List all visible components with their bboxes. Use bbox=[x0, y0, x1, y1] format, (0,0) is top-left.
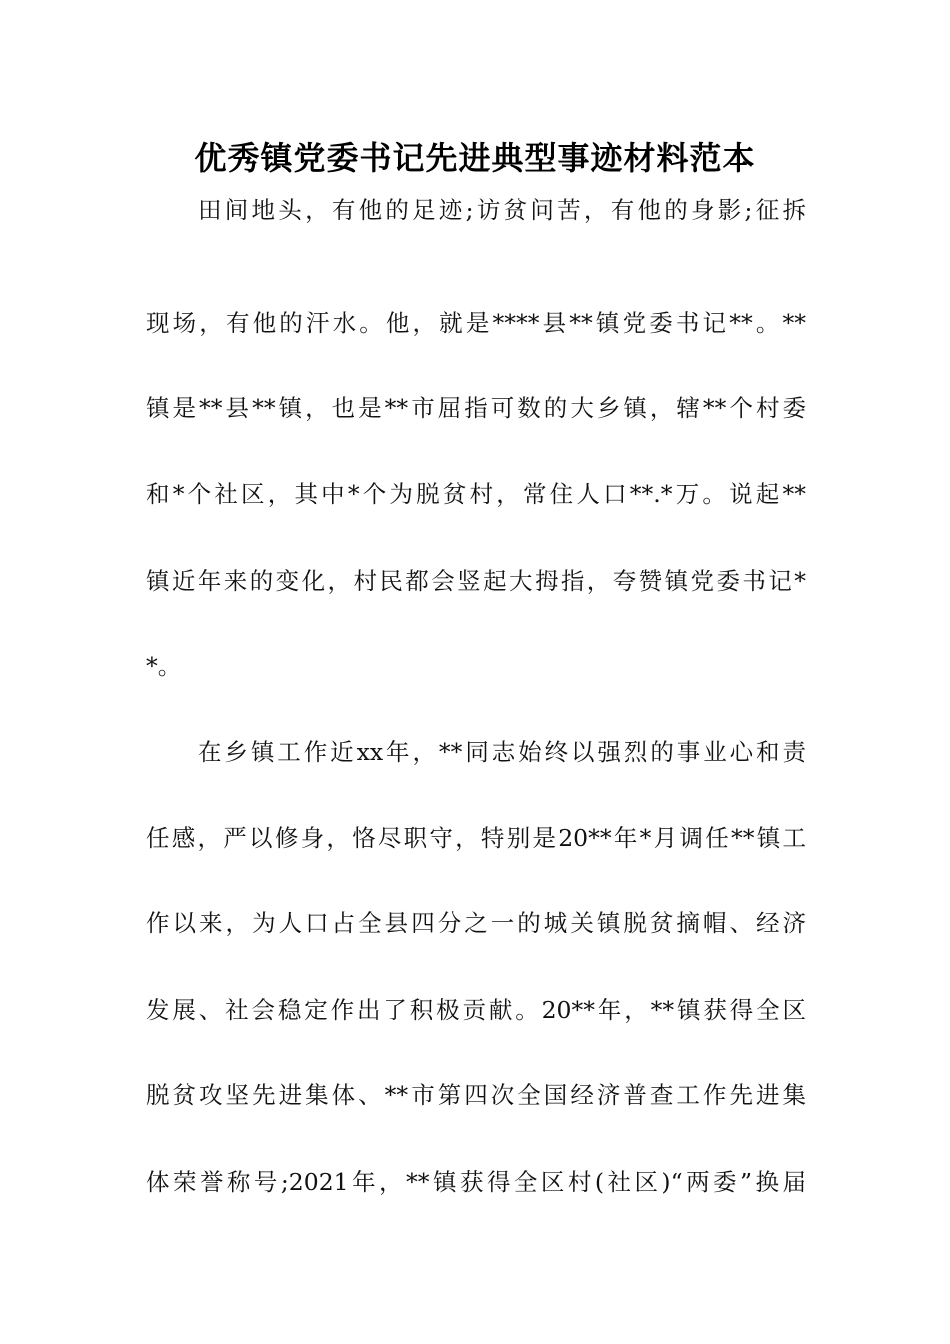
paragraph-1-line-3: 镇是**县**镇，也是**市屈指可数的大乡镇，辖**个村委 bbox=[146, 394, 806, 422]
paragraph-1-line-6: *。 bbox=[146, 652, 182, 680]
document-title: 优秀镇党委书记先进典型事迹材料范本 bbox=[194, 139, 756, 177]
paragraph-2-line-3: 作以来，为人口占全县四分之一的城关镇脱贫摘帽、经济 bbox=[146, 909, 806, 937]
paragraph-1-line-2: 现场，有他的汗水。他，就是****县**镇党委书记**。** bbox=[146, 309, 806, 337]
paragraph-1-line-5: 镇近年来的变化，村民都会竖起大拇指，夸赞镇党委书记* bbox=[146, 567, 806, 595]
paragraph-2-line-6: 体荣誉称号;2021年，**镇获得全区村(社区)“两委”换届 bbox=[146, 1168, 806, 1196]
paragraph-2-line-2: 任感，严以修身，恪尽职守，特别是20**年*月调任**镇工 bbox=[146, 824, 806, 852]
paragraph-1-line-1: 田间地头，有他的足迹;访贫问苦，有他的身影;征拆 bbox=[198, 196, 806, 224]
paragraph-2-line-4: 发展、社会稳定作出了积极贡献。20**年，**镇获得全区 bbox=[146, 996, 806, 1024]
paragraph-2-line-1: 在乡镇工作近xx年，**同志始终以强烈的事业心和责 bbox=[198, 738, 806, 766]
paragraph-2-line-5: 脱贫攻坚先进集体、**市第四次全国经济普查工作先进集 bbox=[146, 1081, 806, 1109]
paragraph-1-line-4: 和*个社区，其中*个为脱贫村，常住人口**.*万。说起** bbox=[146, 480, 806, 508]
